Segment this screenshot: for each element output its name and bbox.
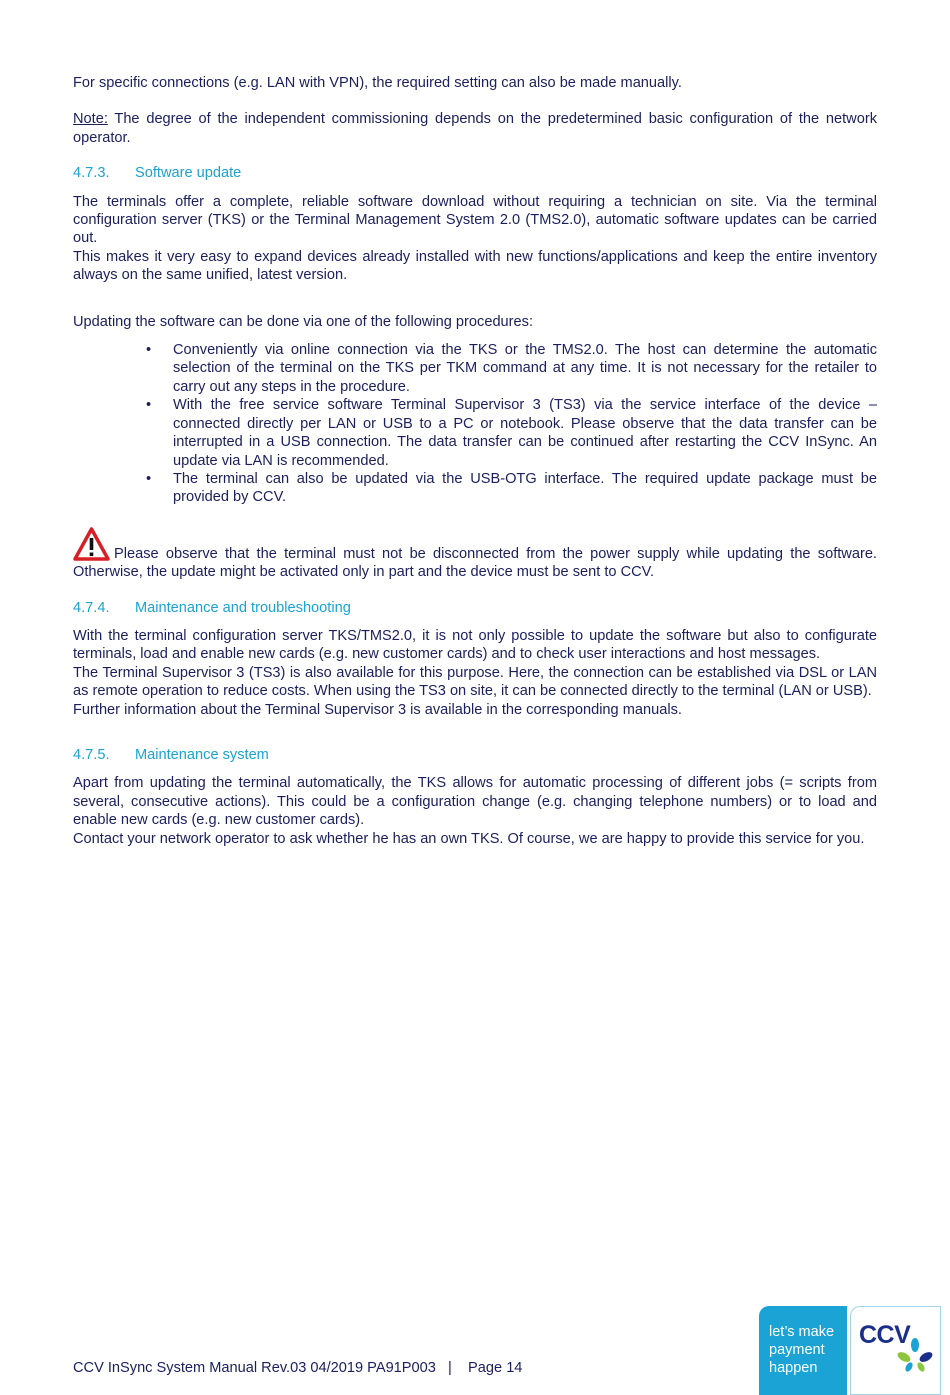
maintenance-paragraph-3: Further information about the Terminal Supervisor 3 is available in the corresponding manuals. xyxy=(73,701,682,718)
document-page xyxy=(73,74,877,848)
maintenance-paragraph-2: The Terminal Supervisor 3 (TS3) is also available for this purpose. Here, the connection can be established via DSL or LAN as remote operation to reduce costs. When using the TS3 on site, it can be connected directly to the terminal (LAN or USB). xyxy=(73,664,877,700)
note-label: Note: xyxy=(73,111,108,128)
section-heading-4-7-5 xyxy=(73,746,877,764)
procedure-list xyxy=(73,341,877,507)
list-item: • The terminal can also be updated via the USB-OTG interface. The required update package must be provided by CCV. xyxy=(173,470,877,507)
note-text: The degree of the independent commissioning depends on the predetermined basic configuration of the network operator. xyxy=(73,111,877,146)
page-footer: CCV InSync System Manual Rev.03 04/2019 PA91P003 | Page 14 xyxy=(73,1360,523,1376)
intro-paragraph: For specific connections (e.g. LAN with VPN), the required setting can also be made manually. xyxy=(73,75,682,91)
logo-tagline: let’s make payment happen xyxy=(769,1324,835,1376)
ccv-logo xyxy=(759,1306,941,1395)
section-title: Software update xyxy=(135,165,242,182)
list-item: • With the free service software Terminal Supervisor 3 (TS3) via the service interface of the device – connected directly per LAN or USB to a PC or notebook. Please observe that the data transfer can be interrupted in a USB connection. The data transfer can be continued after restarting the CCV InSync. An update via LAN is recommended. xyxy=(173,396,877,470)
software-update-paragraph-3: Updating the software can be done via one of the following procedures: xyxy=(73,313,534,330)
section-title: Maintenance and troubleshooting xyxy=(135,599,351,616)
warning-triangle-icon xyxy=(73,527,110,561)
logo-tagline-panel xyxy=(759,1306,847,1395)
software-update-paragraph-2: This makes it very easy to expand devices already installed with new functions/applications and keep the entire inventory always on the same unified, latest version. xyxy=(73,248,877,284)
section-heading-4-7-4 xyxy=(73,599,877,617)
section-number: 4.7.3. xyxy=(73,165,110,182)
list-item: • Conveniently via online connection via the TKS or the TMS2.0. The host can determine the automatic selection of the terminal on the TKS per TKM command at any time. It is not necessary for the retailer to carry out any steps in the procedure. xyxy=(173,341,877,396)
logo-brand-text: CCV xyxy=(859,1321,911,1349)
maintenance-system-paragraph-1: Apart from updating the terminal automatically, the TKS allows for automatic processing of different jobs (= scripts from several, consecutive actions). This could be a configuration change (e.g. changing telephone numbers) or to load and enable new cards (e.g. new customer cards). xyxy=(73,775,877,829)
maintenance-system-paragraph-2: Contact your network operator to ask whether he has an own TKS. Of course, we are happy to provide this service for you. xyxy=(73,830,865,847)
warning-paragraph xyxy=(73,527,877,582)
logo-brand-panel xyxy=(850,1306,941,1395)
warning-text: Please observe that the terminal must not be disconnected from the power supply while updating the software. Otherwise, the update might be activated only in part and the device must be sent to CCV. xyxy=(73,545,877,581)
maintenance-paragraph-1: With the terminal configuration server TKS/TMS2.0, it is not only possible to update the software but also to configurate terminals, load and enable new cards (e.g. new customer cards) and to check user interactions and host messages. xyxy=(73,627,877,663)
software-update-paragraph-1: The terminals offer a complete, reliable software download without requiring a technician on site. Via the terminal configuration server (TKS) or the Terminal Management System 2.0 (TMS2.0), automatic software updates can be carried out. xyxy=(73,193,877,247)
section-heading-4-7-3 xyxy=(73,164,877,182)
section-title: Maintenance system xyxy=(135,746,269,763)
section-number: 4.7.4. xyxy=(73,599,110,616)
ccv-star-logo-icon xyxy=(897,1337,933,1373)
note-paragraph xyxy=(73,110,877,147)
section-number: 4.7.5. xyxy=(73,746,110,763)
